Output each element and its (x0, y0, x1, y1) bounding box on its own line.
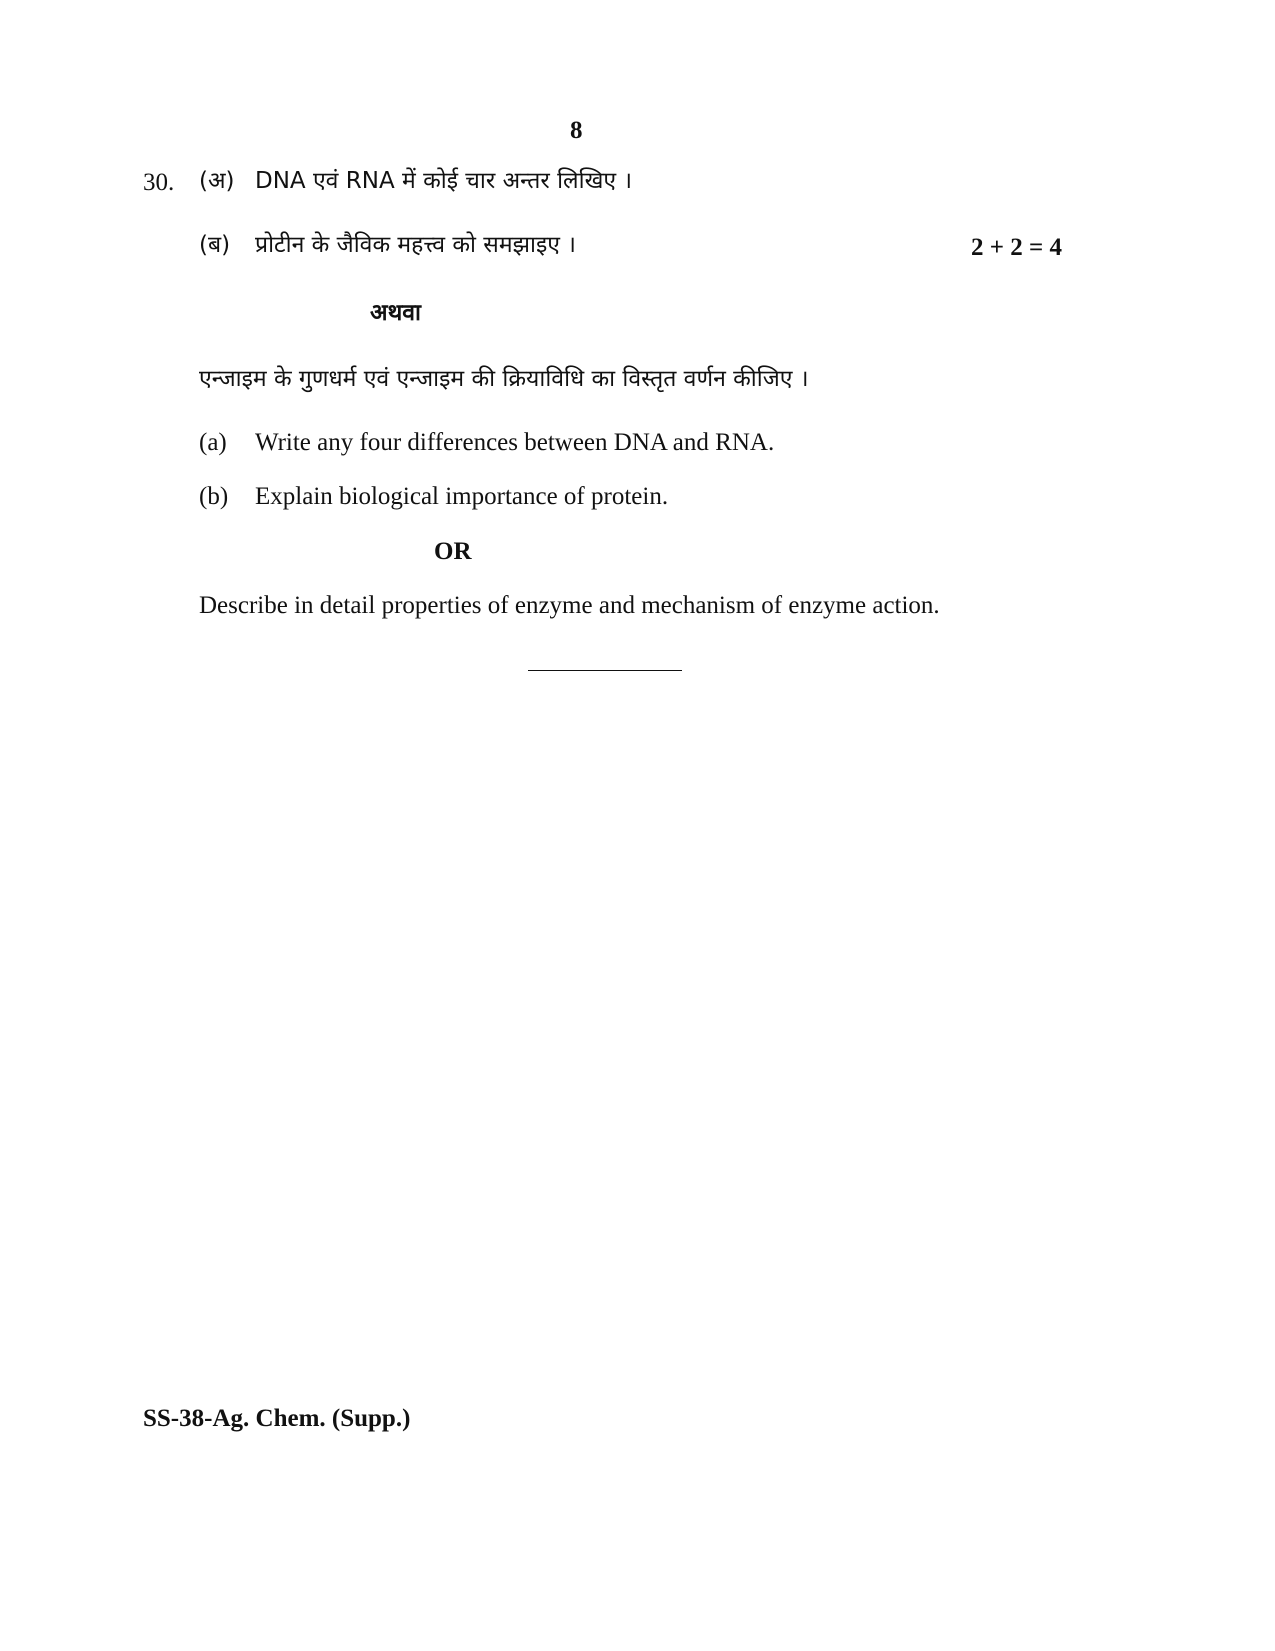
page-number: 8 (570, 117, 583, 144)
question-number: 30. (143, 169, 175, 196)
hindi-part-b-text: प्रोटीन के जैविक महत्त्व को समझाइए । (255, 232, 576, 258)
end-of-question-rule (528, 670, 682, 671)
hindi-part-b-label: (ब) (199, 232, 231, 258)
hindi-alternative-question: एन्जाइम के गुणधर्म एवं एन्जाइम की क्रियाविधि का विस्तृत वर्णन कीजिए । (199, 366, 809, 392)
english-alternative-question: Describe in detail properties of enzyme and mechanism of enzyme action. (199, 592, 940, 619)
hindi-part-a-text: DNA एवं RNA में कोई चार अन्तर लिखिए । (255, 168, 633, 194)
english-or-label: OR (434, 538, 472, 565)
footer-paper-code: SS-38-Ag. Chem. (Supp.) (143, 1405, 411, 1432)
english-part-b-label: (b) (199, 483, 229, 510)
hindi-part-a-label: (अ) (199, 168, 235, 194)
hindi-or-label: अथवा (370, 300, 422, 326)
english-part-b-text: Explain biological importance of protein. (255, 483, 669, 510)
english-part-a-text: Write any four differences between DNA and RNA. (255, 429, 775, 456)
english-part-a-label: (a) (199, 429, 227, 456)
marks-allocation: 2 + 2 = 4 (971, 234, 1062, 261)
